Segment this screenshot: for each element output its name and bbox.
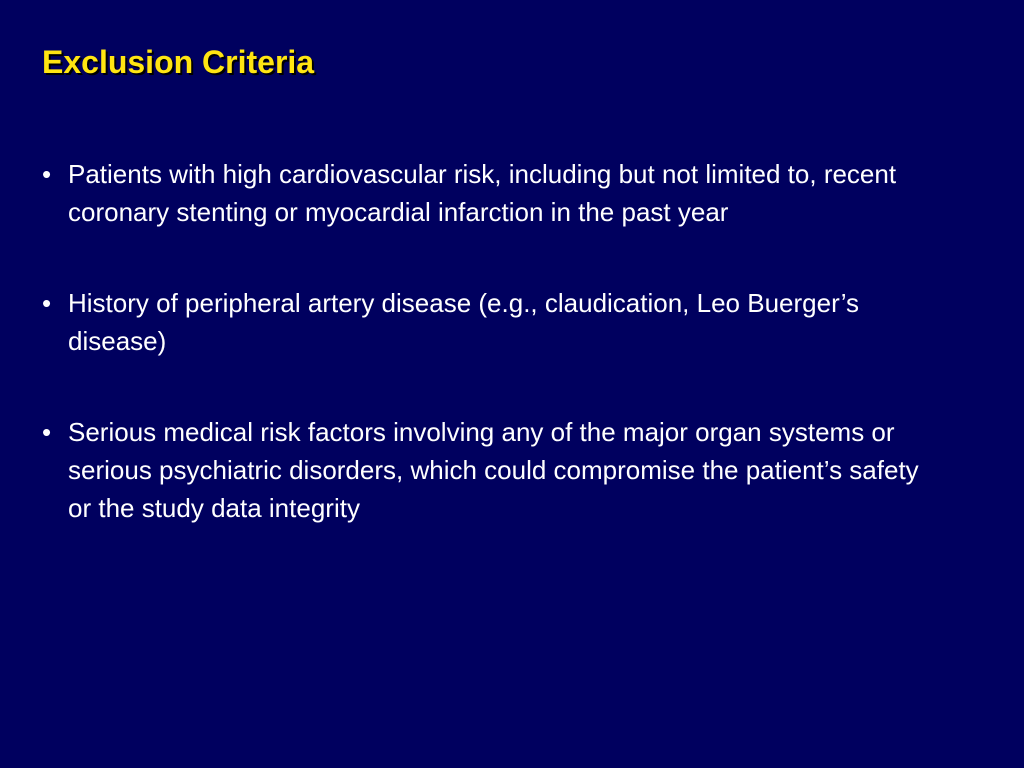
bullet-icon: • [42, 159, 52, 189]
bullet-list [42, 155, 922, 527]
bullet-item [42, 413, 922, 527]
bullet-text: History of peripheral artery disease (e.g., claudication, Leo Buerger’s disease) [68, 288, 860, 356]
bullet-item [42, 284, 922, 360]
bullet-icon: • [42, 288, 52, 318]
bullet-text: Patients with high cardiovascular risk, including but not limited to, recent coronary stenting or myocardial infarction in the past year [68, 159, 897, 227]
bullet-item [42, 155, 922, 231]
bullet-icon: • [42, 417, 52, 447]
bullet-text: Serious medical risk factors involving any of the major organ systems or serious psychiatric disorders, which could compromise the patient’s safety or the study data integrity [68, 417, 919, 523]
slide-title: Exclusion Criteria [42, 44, 315, 80]
